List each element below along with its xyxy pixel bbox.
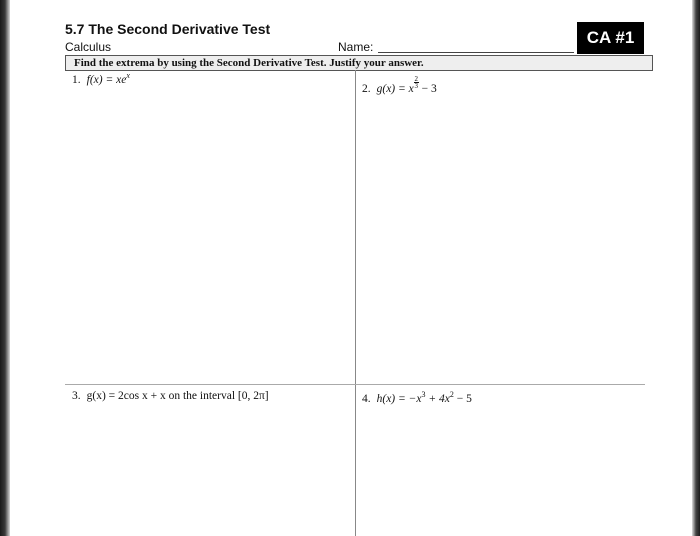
worksheet-title: 5.7 The Second Derivative Test	[65, 21, 271, 37]
vertical-divider	[355, 70, 356, 536]
fraction-denominator: 3	[414, 82, 419, 90]
problem-expression-tail: − 3	[418, 83, 437, 95]
exponent: 2	[449, 390, 454, 399]
horizontal-divider	[65, 384, 645, 385]
subject-label: Calculus	[65, 40, 112, 54]
problem-number: 2.	[362, 83, 371, 95]
fraction-numerator: 2	[414, 75, 419, 83]
problem-number: 4.	[362, 392, 371, 405]
problem-number: 3.	[72, 390, 81, 402]
name-field-line[interactable]	[378, 52, 574, 53]
problem-expression-tail: − 5	[453, 392, 472, 405]
exponent: x	[126, 71, 130, 80]
exponent: 3	[421, 390, 426, 399]
right-edge-shadow	[692, 0, 700, 536]
assignment-badge: CA #1	[577, 22, 644, 54]
left-edge-shadow	[0, 0, 10, 536]
problem-expression: h(x) = −x	[376, 392, 422, 405]
problem-1	[72, 71, 130, 86]
problem-4	[362, 390, 472, 405]
problem-3	[72, 390, 269, 402]
problem-2	[362, 76, 437, 95]
problem-expression: f(x) = xe	[86, 73, 127, 86]
problem-expression: g(x) = 2cos x + x on the interval [0, 2π]	[86, 390, 269, 402]
problem-expression-mid: + 4x	[425, 392, 450, 405]
name-label: Name:	[338, 40, 374, 54]
problem-expression: g(x) = x	[376, 83, 414, 95]
problem-number: 1.	[72, 73, 81, 86]
instruction-bar: Find the extrema by using the Second Derivative Test. Justify your answer.	[65, 55, 653, 71]
